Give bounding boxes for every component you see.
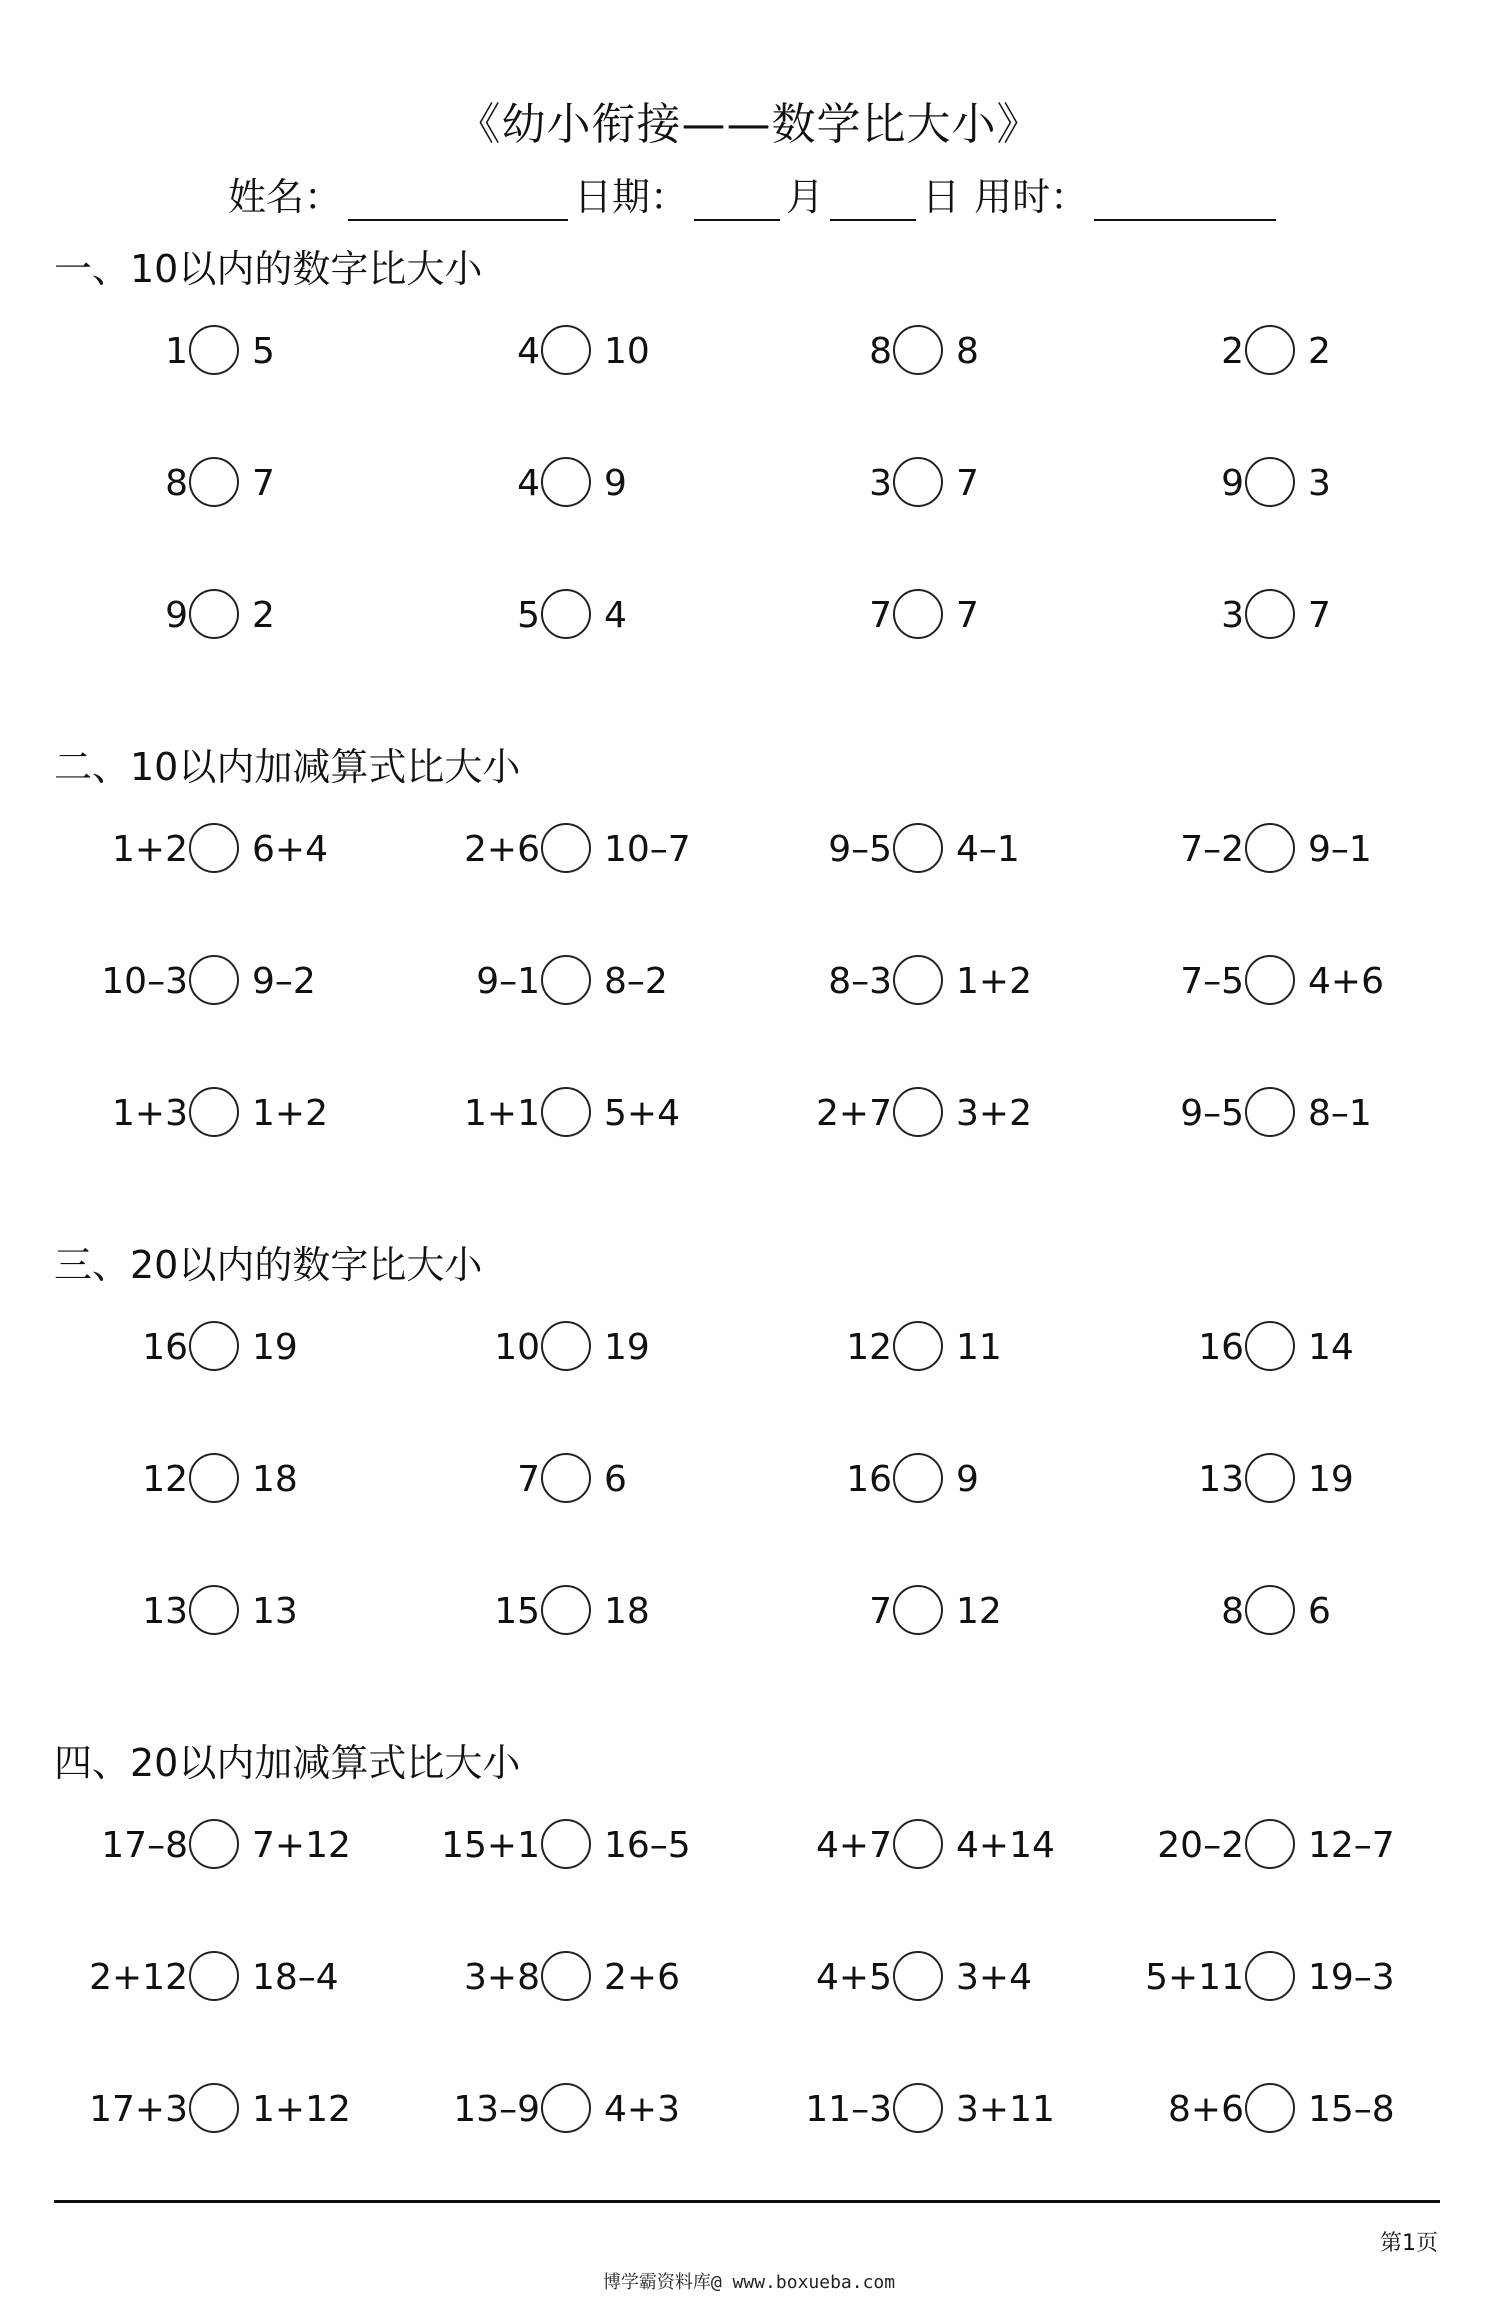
right-expression: 3+2 <box>956 1093 1032 1134</box>
answer-circle[interactable] <box>893 823 943 873</box>
answer-circle[interactable] <box>893 1819 943 1869</box>
right-expression: 4+3 <box>604 2089 680 2130</box>
left-expression: 2+6 <box>464 829 540 870</box>
answer-circle[interactable] <box>189 1585 239 1635</box>
left-expression: 10 <box>494 1327 540 1368</box>
problem-row <box>0 322 1498 382</box>
right-expression: 10–7 <box>604 829 691 870</box>
right-expression: 18 <box>252 1459 298 1500</box>
left-expression: 16 <box>1198 1327 1244 1368</box>
answer-circle[interactable] <box>189 1087 239 1137</box>
right-expression: 2 <box>252 595 275 636</box>
date-label: 日期： <box>574 175 689 219</box>
right-expression: 6 <box>1308 1591 1331 1632</box>
right-expression: 13 <box>252 1591 298 1632</box>
left-expression: 4 <box>517 331 540 372</box>
answer-circle[interactable] <box>541 1585 591 1635</box>
right-expression: 2+6 <box>604 1957 680 1998</box>
right-expression: 4+14 <box>956 1825 1055 1866</box>
answer-circle[interactable] <box>893 1087 943 1137</box>
left-expression: 9 <box>1221 463 1244 504</box>
left-expression: 7–5 <box>1180 961 1244 1002</box>
problem-row <box>0 2080 1498 2140</box>
right-expression: 19 <box>1308 1459 1354 1500</box>
answer-circle[interactable] <box>189 1951 239 2001</box>
problem-row <box>0 1948 1498 2008</box>
left-expression: 4+7 <box>816 1825 892 1866</box>
answer-circle[interactable] <box>1245 823 1295 873</box>
left-expression: 11–3 <box>805 2089 892 2130</box>
left-expression: 7 <box>869 595 892 636</box>
answer-circle[interactable] <box>541 2083 591 2133</box>
right-expression: 12 <box>956 1591 1002 1632</box>
answer-circle[interactable] <box>1245 1819 1295 1869</box>
left-expression: 8 <box>1221 1591 1244 1632</box>
left-expression: 1+1 <box>464 1093 540 1134</box>
left-expression: 13 <box>142 1591 188 1632</box>
left-expression: 13 <box>1198 1459 1244 1500</box>
left-expression: 13–9 <box>453 2089 540 2130</box>
left-expression: 5 <box>517 595 540 636</box>
left-expression: 5+11 <box>1145 1957 1244 1998</box>
answer-circle[interactable] <box>541 325 591 375</box>
answer-circle[interactable] <box>189 955 239 1005</box>
right-expression: 1+12 <box>252 2089 351 2130</box>
time-blank[interactable] <box>1094 179 1276 221</box>
answer-circle[interactable] <box>541 1087 591 1137</box>
right-expression: 7 <box>956 595 979 636</box>
left-expression: 15+1 <box>441 1825 540 1866</box>
right-expression: 10 <box>604 331 650 372</box>
right-expression: 4 <box>604 595 627 636</box>
section-title: 四、20以内加减算式比大小 <box>54 1741 521 1785</box>
left-expression: 2+7 <box>816 1093 892 1134</box>
day-label: 日 <box>922 175 961 219</box>
right-expression: 15–8 <box>1308 2089 1395 2130</box>
right-expression: 5 <box>252 331 275 372</box>
left-expression: 8+6 <box>1168 2089 1244 2130</box>
answer-circle[interactable] <box>1245 1585 1295 1635</box>
right-expression: 3+4 <box>956 1957 1032 1998</box>
answer-circle[interactable] <box>1245 2083 1295 2133</box>
answer-circle[interactable] <box>893 2083 943 2133</box>
answer-circle[interactable] <box>1245 1087 1295 1137</box>
left-expression: 8 <box>165 463 188 504</box>
answer-circle[interactable] <box>541 823 591 873</box>
right-expression: 9 <box>956 1459 979 1500</box>
answer-circle[interactable] <box>541 955 591 1005</box>
right-expression: 4+6 <box>1308 961 1384 1002</box>
left-expression: 7 <box>869 1591 892 1632</box>
section-title: 二、10以内加减算式比大小 <box>54 745 521 789</box>
right-expression: 7+12 <box>252 1825 351 1866</box>
right-expression: 19–3 <box>1308 1957 1395 1998</box>
problem-row <box>0 586 1498 646</box>
day-blank[interactable] <box>830 179 916 221</box>
answer-circle[interactable] <box>541 1951 591 2001</box>
answer-circle[interactable] <box>189 589 239 639</box>
answer-circle[interactable] <box>893 1585 943 1635</box>
right-expression: 9 <box>604 463 627 504</box>
problem-row <box>0 952 1498 1012</box>
left-expression: 8 <box>869 331 892 372</box>
answer-circle[interactable] <box>1245 325 1295 375</box>
right-expression: 7 <box>252 463 275 504</box>
left-expression: 8–3 <box>828 961 892 1002</box>
right-expression: 18–4 <box>252 1957 339 1998</box>
right-expression: 3+11 <box>956 2089 1055 2130</box>
right-expression: 11 <box>956 1327 1002 1368</box>
answer-circle[interactable] <box>189 1453 239 1503</box>
right-expression: 5+4 <box>604 1093 680 1134</box>
right-expression: 1+2 <box>956 961 1032 1002</box>
answer-circle[interactable] <box>893 1453 943 1503</box>
problem-row <box>0 820 1498 880</box>
answer-circle[interactable] <box>189 823 239 873</box>
right-expression: 8 <box>956 331 979 372</box>
left-expression: 10–3 <box>101 961 188 1002</box>
left-expression: 17–8 <box>101 1825 188 1866</box>
problem-row <box>0 1816 1498 1876</box>
left-expression: 7 <box>517 1459 540 1500</box>
right-expression: 12–7 <box>1308 1825 1395 1866</box>
answer-circle[interactable] <box>541 589 591 639</box>
time-label: 用时： <box>974 175 1089 219</box>
answer-circle[interactable] <box>893 955 943 1005</box>
answer-circle[interactable] <box>1245 457 1295 507</box>
answer-circle[interactable] <box>189 1819 239 1869</box>
left-expression: 9–1 <box>476 961 540 1002</box>
right-expression: 19 <box>252 1327 298 1368</box>
answer-circle[interactable] <box>893 589 943 639</box>
left-expression: 16 <box>846 1459 892 1500</box>
answer-circle[interactable] <box>893 325 943 375</box>
name-label: 姓名： <box>228 175 343 219</box>
left-expression: 2 <box>1221 331 1244 372</box>
answer-circle[interactable] <box>541 1819 591 1869</box>
right-expression: 18 <box>604 1591 650 1632</box>
right-expression: 3 <box>1308 463 1331 504</box>
answer-circle[interactable] <box>1245 589 1295 639</box>
left-expression: 3+8 <box>464 1957 540 1998</box>
left-expression: 4+5 <box>816 1957 892 1998</box>
left-expression: 17+3 <box>89 2089 188 2130</box>
right-expression: 8–2 <box>604 961 668 1002</box>
answer-circle[interactable] <box>541 1453 591 1503</box>
worksheet-title: 《幼小衔接——数学比大小》 <box>456 99 1042 150</box>
right-expression: 19 <box>604 1327 650 1368</box>
right-expression: 1+2 <box>252 1093 328 1134</box>
problem-row <box>0 454 1498 514</box>
problem-row <box>0 1582 1498 1642</box>
answer-circle[interactable] <box>1245 1453 1295 1503</box>
section-title: 三、20以内的数字比大小 <box>54 1243 483 1287</box>
section-title: 一、10以内的数字比大小 <box>54 247 483 291</box>
name-blank[interactable] <box>348 179 568 221</box>
left-expression: 7–2 <box>1180 829 1244 870</box>
answer-circle[interactable] <box>189 2083 239 2133</box>
month-blank[interactable] <box>694 179 780 221</box>
right-expression: 7 <box>956 463 979 504</box>
right-expression: 8–1 <box>1308 1093 1372 1134</box>
footer-divider <box>54 2200 1440 2203</box>
answer-circle[interactable] <box>893 1951 943 2001</box>
right-expression: 7 <box>1308 595 1331 636</box>
left-expression: 1+2 <box>112 829 188 870</box>
left-expression: 3 <box>1221 595 1244 636</box>
left-expression: 4 <box>517 463 540 504</box>
left-expression: 9–5 <box>1180 1093 1244 1134</box>
left-expression: 12 <box>142 1459 188 1500</box>
answer-circle[interactable] <box>189 457 239 507</box>
left-expression: 1+3 <box>112 1093 188 1134</box>
student-info-line <box>228 166 1282 221</box>
left-expression: 2+12 <box>89 1957 188 1998</box>
left-expression: 3 <box>869 463 892 504</box>
right-expression: 9–2 <box>252 961 316 1002</box>
right-expression: 9–1 <box>1308 829 1372 870</box>
right-expression: 6+4 <box>252 829 328 870</box>
page-number: 第1页 <box>1380 2231 1438 2256</box>
problem-row <box>0 1450 1498 1510</box>
left-expression: 16 <box>142 1327 188 1368</box>
right-expression: 6 <box>604 1459 627 1500</box>
problem-row <box>0 1084 1498 1144</box>
problem-row <box>0 1318 1498 1378</box>
answer-circle[interactable] <box>1245 1321 1295 1371</box>
right-expression: 14 <box>1308 1327 1354 1368</box>
watermark: 博学霸资料库@ www.boxueba.com <box>602 2272 896 2293</box>
left-expression: 12 <box>846 1327 892 1368</box>
left-expression: 20–2 <box>1157 1825 1244 1866</box>
right-expression: 4–1 <box>956 829 1020 870</box>
left-expression: 9 <box>165 595 188 636</box>
right-expression: 2 <box>1308 331 1331 372</box>
answer-circle[interactable] <box>1245 955 1295 1005</box>
answer-circle[interactable] <box>189 325 239 375</box>
answer-circle[interactable] <box>893 1321 943 1371</box>
left-expression: 9–5 <box>828 829 892 870</box>
answer-circle[interactable] <box>893 457 943 507</box>
answer-circle[interactable] <box>541 1321 591 1371</box>
left-expression: 15 <box>494 1591 540 1632</box>
right-expression: 16–5 <box>604 1825 691 1866</box>
left-expression: 1 <box>165 331 188 372</box>
answer-circle[interactable] <box>1245 1951 1295 2001</box>
month-label: 月 <box>786 175 825 219</box>
answer-circle[interactable] <box>541 457 591 507</box>
answer-circle[interactable] <box>189 1321 239 1371</box>
